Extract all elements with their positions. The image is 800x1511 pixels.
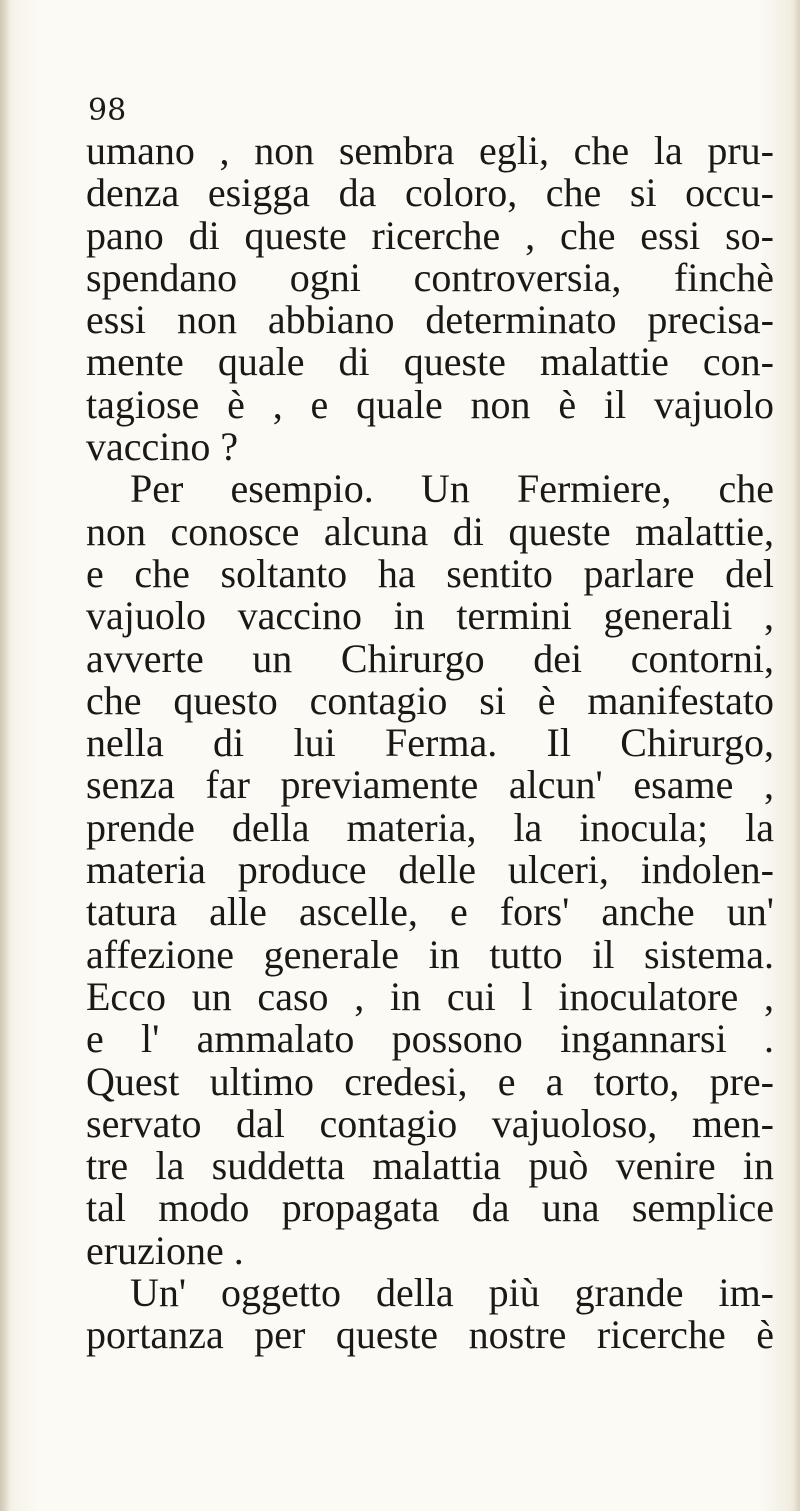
text-line: e che soltanto ha sentito parlare del xyxy=(86,550,774,596)
text-line: tre la suddetta malattia può venire in xyxy=(86,1143,774,1189)
text-line: spendano ogni controversia, finchè xyxy=(86,254,774,300)
text-line: Per esempio. Un Fermiere, che xyxy=(130,466,774,512)
text-line: portanza per queste nostre ricerche è xyxy=(86,1312,774,1358)
body-text xyxy=(86,130,774,1357)
text-line: denza esigga da coloro, che si occu- xyxy=(86,170,774,216)
text-line: servato dal contagio vajuoloso, men- xyxy=(86,1100,774,1146)
text-line: avverte un Chirurgo dei contorni, xyxy=(86,635,774,681)
text-line: Ecco un caso , in cui l inoculatore , xyxy=(86,973,774,1019)
page-number: 98 xyxy=(88,93,127,128)
text-line: non conosce alcuna di queste malattie, xyxy=(86,508,774,554)
text-line: tatura alle ascelle, e fors' anche un' xyxy=(86,889,774,935)
text-line: affezione generale in tutto il sistema. xyxy=(86,931,774,977)
text-line: Un' oggetto della più grande im- xyxy=(130,1270,774,1316)
text-line: nella di lui Ferma. Il Chirurgo, xyxy=(86,720,774,766)
text-line: e l' ammalato possono ingannarsi . xyxy=(86,1016,774,1062)
text-line: Quest ultimo credesi, e a torto, pre- xyxy=(86,1058,774,1104)
text-line: tagiose è , e quale non è il vajuolo xyxy=(86,381,774,427)
text-line: mente quale di queste malattie con- xyxy=(86,339,774,385)
page-gutter-shadow xyxy=(0,0,10,1511)
text-line: senza far previamente alcun' esame , xyxy=(86,762,774,808)
text-line: essi non abbiano determinato precisa- xyxy=(86,297,774,343)
page-edge xyxy=(794,0,800,1511)
text-line: che questo contagio si è manifestato xyxy=(86,677,774,723)
text-line: prende della materia, la inocula; la xyxy=(86,804,774,850)
text-line: vaccino ? xyxy=(86,424,239,470)
text-line: tal modo propagata da una semplice xyxy=(86,1185,774,1231)
text-line: eruzione . xyxy=(86,1227,244,1273)
text-line: pano di queste ricerche , che essi so- xyxy=(86,212,774,258)
text-line: umano , non sembra egli, che la pru- xyxy=(86,128,774,173)
text-line: vajuolo vaccino in termini generali , xyxy=(86,593,774,639)
text-line: materia produce delle ulceri, indolen- xyxy=(86,847,774,893)
